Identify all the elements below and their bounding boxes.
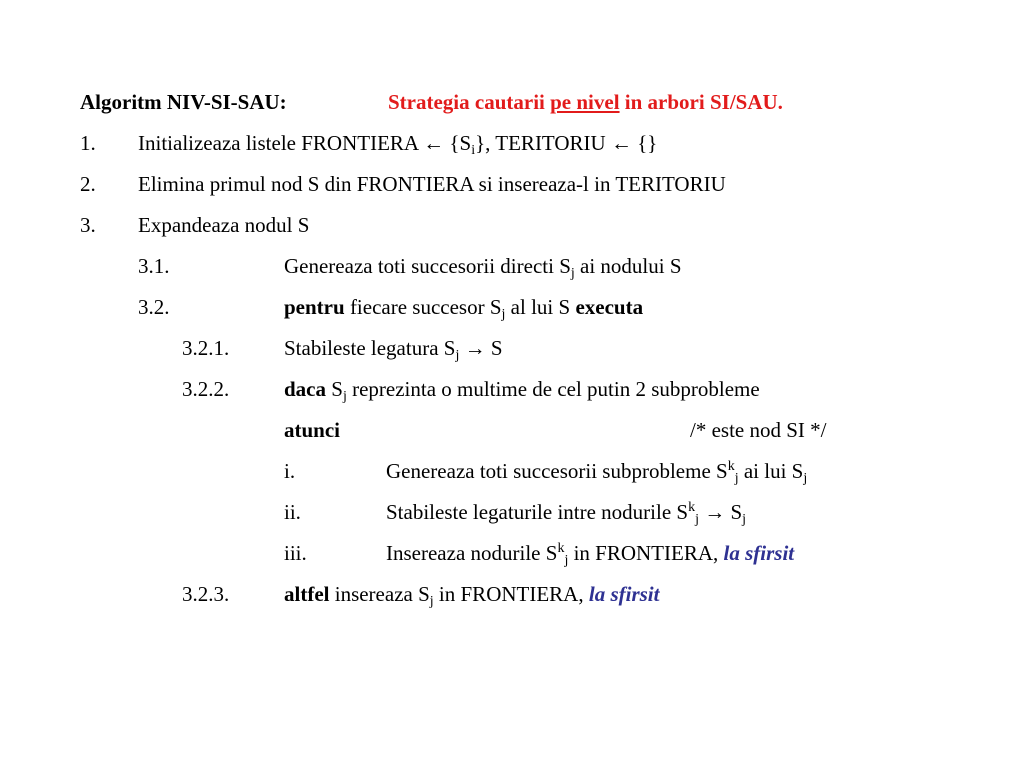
keyword-atunci: atunci [284,418,341,442]
step-2-number: 2. [80,172,96,196]
keyword-executa: executa [575,295,644,319]
step-3-1-number: 3.1. [138,254,170,278]
substep-i-text-a: Genereaza toti succesorii subprobleme S [386,459,728,483]
step-1-sub: i [471,143,476,158]
substep-ii-text [386,498,746,526]
substep-iii-text [386,539,794,567]
substep-iii-text-b: in FRONTIERA, [568,541,724,565]
step-1-text-a: Initializeaza listele FRONTIERA ← {S [138,131,472,155]
step-3-1-text-a: Genereaza toti succesorii directi S [284,254,571,278]
step-3-2-3-sub: j [429,594,434,609]
substep-ii-sup: k [688,500,696,515]
step-1-text-b: }, TERITORIU ← {} [475,131,658,155]
strategy-prefix: Strategia cautarii [388,90,551,114]
step-3-2-text [284,293,643,321]
step-3-2-text-b: al lui S [505,295,576,319]
step-3-2-3-text-a: insereaza S [329,582,430,606]
step-3-2-2-sub: j [342,389,347,404]
keyword-altfel: altfel [284,582,330,606]
substep-i-number: i. [284,459,296,483]
step-3-2-1-sub: j [455,348,460,363]
step-3-2-2-text [284,375,760,403]
substep-ii-number: ii. [284,500,301,524]
substep-iii-text-a: Insereaza nodurile S [386,541,558,565]
step-3-2-number: 3.2. [138,295,170,319]
step-3-number: 3. [80,213,96,237]
substep-i-sub-b: j [803,471,808,486]
step-3-text: Expandeaza nodul S [138,213,310,237]
substep-i-sup: k [727,459,735,474]
keyword-daca: daca [284,377,326,401]
step-3-2-1-number: 3.2.1. [182,336,230,360]
step-3-2-1-text [284,334,503,362]
substep-iii-number: iii. [284,541,307,565]
step-3-2-1-text-b: → S [459,336,503,360]
substep-iii-sub: j [564,553,569,568]
step-3-2-3-text [284,580,659,608]
step-3-2-2-text-a: S [326,377,343,401]
step-3-1-text [284,252,682,280]
substep-ii-sub: j [695,512,699,527]
strategy-suffix: in arbori SI/SAU. [619,90,783,114]
step-3-2-2-text-b: reprezinta o multime de cel putin 2 subprobleme [346,377,760,401]
algorithm-name: Algoritm NIV-SI-SAU: [80,90,287,114]
substep-ii-sub-b: j [742,512,747,527]
step-1-number: 1. [80,131,96,155]
strategy-underlined: pe nivel [550,90,620,114]
step-1-text [138,129,657,157]
step-3-1-sub: j [570,266,575,281]
substep-iii-sup: k [557,541,565,556]
step-3-2-2-number: 3.2.2. [182,377,230,401]
step-3-2-3-emphasis: la sfirsit [588,582,660,606]
step-2-text: Elimina primul nod S din FRONTIERA si insereaza-l in TERITORIU [138,172,726,196]
step-3-2-3-text-b: in FRONTIERA, [433,582,589,606]
substep-ii-text-b: → S [698,500,743,524]
step-3-2-3-number: 3.2.3. [182,582,230,606]
comment-nod-si: /* este nod SI */ [690,418,827,442]
algorithm-title [80,88,287,116]
step-3-2-sub: j [501,307,506,322]
substep-iii-emphasis: la sfirsit [723,541,795,565]
step-3-2-text-a: fiecare succesor S [344,295,502,319]
substep-i-text [386,457,807,485]
substep-ii-text-a: Stabileste legaturile intre nodurile S [386,500,689,524]
substep-i-sub: j [734,471,739,486]
algorithm-strategy [388,88,783,116]
step-3-2-1-text-a: Stabileste legatura S [284,336,456,360]
substep-i-text-b: ai lui S [738,459,804,483]
step-3-1-text-b: ai nodului S [574,254,682,278]
keyword-pentru: pentru [284,295,345,319]
